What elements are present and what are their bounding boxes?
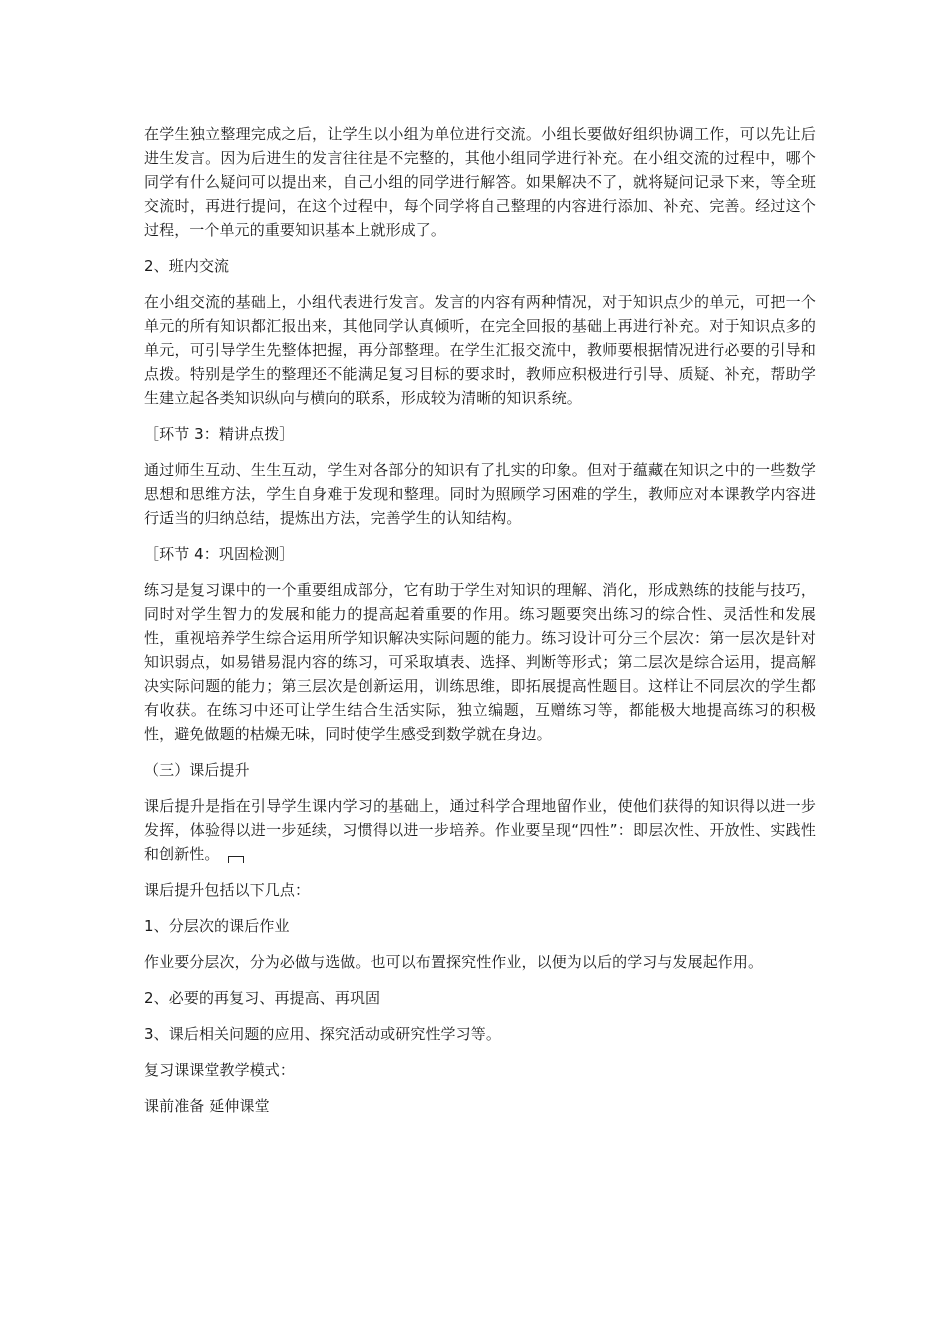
paragraph-step-3: 通过师生互动、生生互动，学生对各部分的知识有了扎实的印象。但对于蕴藏在知识之中的一些数学思想和思维方法，学生自身难于发现和整理。同时为照顾学习困难的学生，教师应对本课教学内容进行适当的归纳总结，提炼出方法，完善学生的认知结构。	[144, 461, 816, 527]
item-3-title: 3、课后相关问题的应用、探究活动或研究性学习等。	[144, 1025, 501, 1043]
heading-step-4: ［环节 4：巩固检测］	[144, 545, 295, 563]
item-1-body: 作业要分层次，分为必做与选做。也可以布置探究性作业，以便为以后的学习与发展起作用。	[144, 953, 764, 971]
paragraph-group-exchange: 在学生独立整理完成之后，让学生以小组为单位进行交流。小组长要做好组织协调工作，可以先让后进生发言。因为后进生的发言往往是不完整的，其他小组同学进行补充。在小组交流的过程中，哪个同学有什么疑问可以提出来，自己小组的同学进行解答。如果解决不了，就将疑问记录下来，等全班交流时，再进行提问，在这个过程中，每个同学将自己整理的内容进行添加、补充、完善。经过这个过程，一个单元的重要知识基本上就形成了。	[144, 125, 816, 239]
document-body	[144, 122, 816, 1130]
item-1-title: 1、分层次的课后作业	[144, 917, 290, 935]
item-2-title: 2、必要的再复习、再提高、再巩固	[144, 989, 381, 1007]
paragraph-class-exchange: 在小组交流的基础上，小组代表进行发言。发言的内容有两种情况，对于知识点少的单元，可把一个单元的所有知识都汇报出来，其他同学认真倾听，在完全回报的基础上再进行补充。对于知识点多的单元，可引导学生先整体把握，再分部整理。在学生汇报交流中，教师要根据情况进行必要的引导和点拨。特别是学生的整理还不能满足复习目标的要求时，教师应积极进行引导、质疑、补充，帮助学生建立起各类知识纵向与横向的联系，形成较为清晰的知识系统。	[144, 293, 816, 407]
heading-class-exchange: 2、班内交流	[144, 257, 230, 275]
heading-step-3: ［环节 3：精讲点拨］	[144, 425, 295, 443]
mode-steps: 课前准备 延伸课堂	[144, 1097, 270, 1115]
paragraph-step-4: 练习是复习课中的一个重要组成部分，它有助于学生对知识的理解、消化，形成熟练的技能与技巧，同时对学生智力的发展和能力的提高起着重要的作用。练习题要突出练习的综合性、灵活性和发展性，重视培养学生综合运用所学知识解决实际问题的能力。练习设计可分三个层次：第一层次是针对知识弱点，如易错易混内容的练习，可采取填表、选择、判断等形式；第二层次是综合运用，提高解决实际问题的能力；第三层次是创新运用，训练思维，即拓展提高性题目。这样让不同层次的学生都有收获。在练习中还可让学生结合生活实际，独立编题，互赠练习等，都能极大地提高练习的积极性，避免做题的枯燥无味，同时使学生感受到数学就在身边。	[144, 581, 816, 743]
inline-bracket-mark	[228, 856, 244, 863]
paragraph-points-intro: 课后提升包括以下几点：	[144, 881, 311, 899]
mode-title: 复习课课堂教学模式：	[144, 1061, 296, 1079]
heading-after-class: （三）课后提升	[144, 761, 250, 779]
paragraph-after-class-text: 课后提升是指在引导学生课内学习的基础上，通过科学合理地留作业，使他们获得的知识得以进一步发挥，体验得以进一步延续，习惯得以进一步培养。作业要呈现“四性”：即层次性、开放性、实践性和创新性。	[144, 797, 816, 863]
paragraph-after-class	[144, 794, 816, 866]
